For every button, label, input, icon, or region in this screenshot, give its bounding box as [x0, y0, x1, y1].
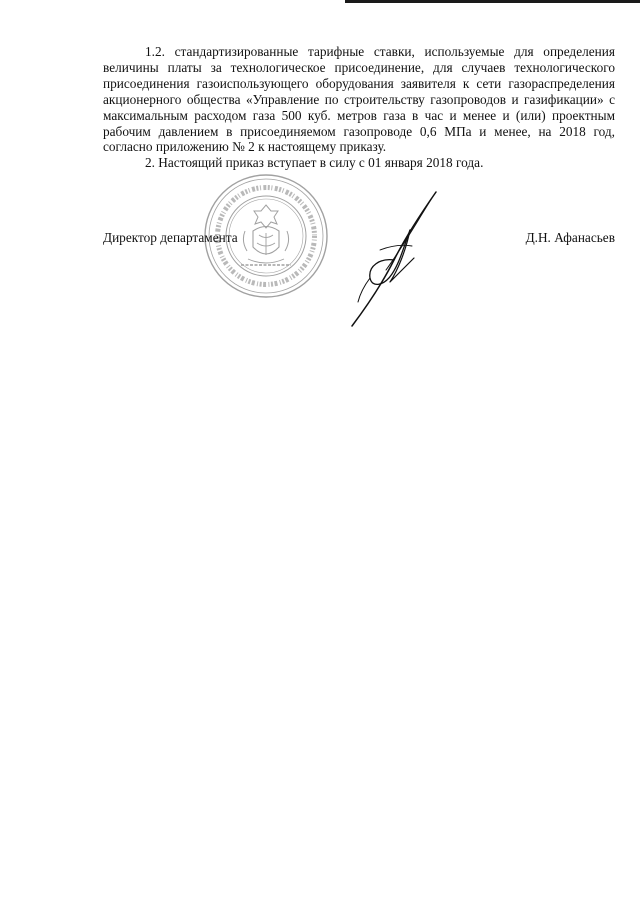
paragraph-1-2: 1.2. стандартизированные тарифные ставки, используемые для определения величины платы за технологическое присоединение, для случаев технологического присоединения газоиспользующего оборудования заявителя к сети газораспределения акционерного общества «Управление по строительству газопроводов и газификации» с максимальным расходом газа 500 куб. метров газа в час и менее и (или) проектным рабочим давлением в присоединяемом газопроводе 0,6 МПа и менее, на 2018 год, согласно приложению № 2 к настоящему приказу. — [103, 44, 615, 155]
signer-position: Директор департамента — [103, 230, 238, 245]
signer-name: Д.Н. Афанасьев — [525, 230, 615, 245]
document-body — [103, 44, 615, 171]
top-edge-line — [345, 0, 640, 3]
paragraph-2: 2. Настоящий приказ вступает в силу с 01 января 2018 года. — [145, 155, 484, 171]
handwritten-signature — [340, 190, 440, 330]
signature-block — [103, 228, 615, 248]
